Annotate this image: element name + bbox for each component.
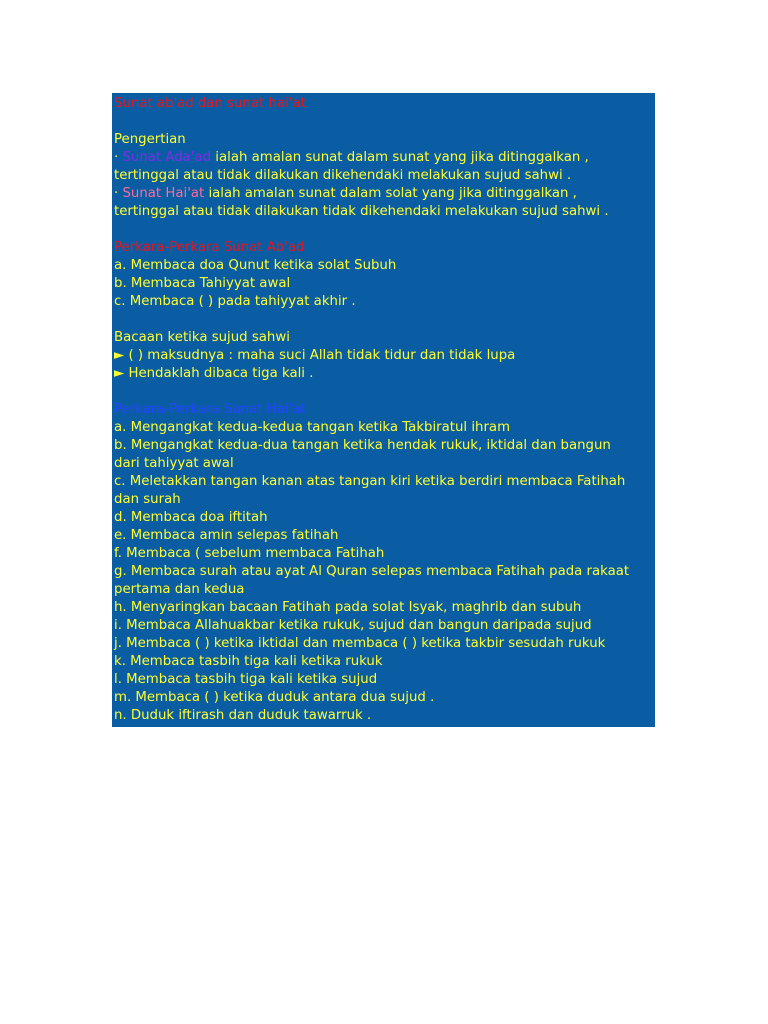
haiat-line: i. Membaca Allahuakbar ketika rukuk, sujud dan bangun daripada sujud — [114, 618, 592, 633]
sahwi-item: ► Hendaklah dibaca tiga kali . — [114, 366, 314, 381]
spacer — [114, 383, 655, 401]
spacer — [114, 311, 655, 329]
abad-item: c. Membaca ( ) pada tahiyyat akhir . — [114, 294, 356, 309]
haiat-line: dari tahiyyat awal — [114, 456, 234, 471]
haiat-line: l. Membaca tasbih tiga kali ketika sujud — [114, 672, 378, 687]
pengertian-line-1 — [114, 149, 655, 167]
abad-item: b. Membaca Tahiyyat awal — [114, 276, 291, 291]
haiat-line: g. Membaca surah atau ayat Al Quran selepas membaca Fatihah pada rakaat — [114, 564, 630, 579]
sahwi-item: ► ( ) maksudnya : maha suci Allah tidak tidur dan tidak lupa — [114, 348, 516, 363]
document-title: Sunat ab'ad dan sunat hai'at — [114, 96, 306, 111]
haiat-line: a. Mengangkat kedua-kedua tangan ketika Takbiratul ihram — [114, 420, 511, 435]
haiat-line: j. Membaca ( ) ketika iktidal dan membaca ( ) ketika takbir sesudah rukuk — [114, 636, 606, 651]
abad-heading: Perkara-Perkara Sunat Ab'ad — [114, 240, 305, 255]
pengertian-line-4: tertinggal atau tidak dilakukan tidak dikehendaki melakukan sujud sahwi . — [114, 204, 609, 219]
bullet: · — [114, 150, 119, 165]
haiat-line: m. Membaca ( ) ketika duduk antara dua sujud . — [114, 690, 435, 705]
spacer — [114, 221, 655, 239]
bullet: · — [114, 186, 119, 201]
term-sunat-haiat: Sunat Hai'at — [122, 186, 205, 201]
haiat-line: k. Membaca tasbih tiga kali ketika rukuk — [114, 654, 383, 669]
haiat-line: n. Duduk iftirash dan duduk tawarruk . — [114, 708, 372, 723]
haiat-line: h. Menyaringkan bacaan Fatihah pada solat Isyak, maghrib dan subuh — [114, 600, 582, 615]
definition-text: ialah amalan sunat dalam solat yang jika ditinggalkan , — [204, 186, 577, 201]
document-panel — [112, 93, 655, 727]
haiat-heading: Perkara-Perkara Sunat Hai'at — [114, 402, 306, 417]
haiat-line: b. Mengangkat kedua-dua tangan ketika hendak rukuk, iktidal dan bangun — [114, 438, 611, 453]
haiat-line: dan surah — [114, 492, 181, 507]
haiat-line: e. Membaca amin selepas fatihah — [114, 528, 339, 543]
abad-item: a. Membaca doa Qunut ketika solat Subuh — [114, 258, 397, 273]
haiat-line: c. Meletakkan tangan kanan atas tangan kiri ketika berdiri membaca Fatihah — [114, 474, 626, 489]
spacer — [114, 113, 655, 131]
term-sunat-abad: Sunat Ada'ad — [122, 150, 212, 165]
haiat-line: d. Membaca doa iftitah — [114, 510, 268, 525]
pengertian-line-3 — [114, 185, 655, 203]
sahwi-heading: Bacaan ketika sujud sahwi — [114, 330, 290, 345]
haiat-line: f. Membaca ( sebelum membaca Fatihah — [114, 546, 385, 561]
definition-text: ialah amalan sunat dalam sunat yang jika ditinggalkan , — [211, 150, 589, 165]
pengertian-line-2: tertinggal atau tidak dilakukan dikehendaki melakukan sujud sahwi . — [114, 168, 572, 183]
haiat-line: pertama dan kedua — [114, 582, 245, 597]
pengertian-heading: Pengertian — [114, 132, 186, 147]
